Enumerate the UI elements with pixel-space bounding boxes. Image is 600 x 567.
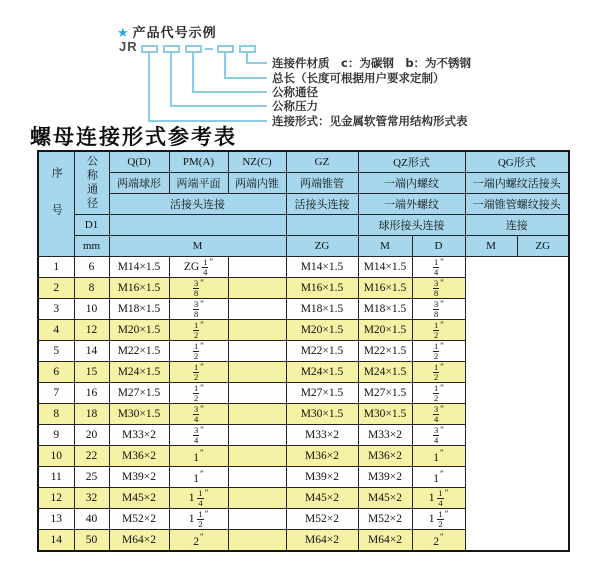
cell-qz_m (228, 278, 286, 299)
cell-m: M33×2 (109, 425, 169, 446)
cell-gz: ZG $\frac{1}{4}$ ″ (169, 257, 228, 278)
cell-qg_m: M27×1.5 (358, 383, 412, 404)
empty-cell (109, 215, 286, 236)
cell-qg_m: M20×1.5 (358, 320, 412, 341)
cell-qg_m: M18×1.5 (358, 299, 412, 320)
cell-qz_m (228, 446, 286, 467)
header-col-qz: QZ形式 (358, 151, 465, 173)
cell-dn: 50 (74, 530, 109, 552)
table-title: 螺母连接形式参考表 (30, 124, 237, 149)
header-seq: 序号 (38, 151, 74, 257)
header-mm: mm (74, 236, 109, 257)
cell-qz_d: M14×1.5 (286, 257, 358, 278)
cell-qz_d: M20×1.5 (286, 320, 358, 341)
cell-qz_m (228, 341, 286, 362)
cell-m: M45×2 (109, 488, 169, 509)
code-label-pressure: 公称压力 (272, 99, 318, 113)
cell-qz_d: M16×1.5 (286, 278, 358, 299)
header-unit-m1: M (109, 236, 286, 257)
cell-qg_m: M22×1.5 (358, 341, 412, 362)
cell-qz_d: M36×2 (286, 446, 358, 467)
cell-dn: 8 (74, 278, 109, 299)
cell-dn: 32 (74, 488, 109, 509)
cell-qz_m (228, 383, 286, 404)
code-label-connection: 连接形式：见金属软管常用结构形式表 (272, 114, 468, 128)
cell-gz: $\frac{3}{8}$ ″ (169, 299, 228, 320)
table-row (38, 404, 569, 425)
code-label-diameter: 公称通径 (272, 85, 318, 99)
cell-m: M64×2 (109, 530, 169, 552)
cell-gz: 1 $\frac{1}{4}$ ″ (169, 488, 228, 509)
cell-qz_d: M39×2 (286, 467, 358, 488)
header-unit-d2: D (412, 236, 465, 257)
cell-qg_m: M36×2 (358, 446, 412, 467)
code-dash (205, 48, 213, 50)
header-qz-sub: 一端内螺纹 (358, 173, 465, 194)
code-field-box-5 (239, 45, 256, 53)
header-gz-conn: 活接头连接 (286, 194, 358, 215)
cell-seq: 10 (38, 446, 74, 467)
table-row (38, 257, 569, 278)
cell-m: M27×1.5 (109, 383, 169, 404)
cell-qg_zg: $\frac{3}{4}$ ″ (412, 425, 465, 446)
cell-dn: 18 (74, 404, 109, 425)
table-row (38, 299, 569, 320)
cell-qz_m (228, 530, 286, 552)
cell-dn: 40 (74, 509, 109, 530)
cell-qg_zg: 1″ (412, 446, 465, 467)
cell-qg_zg: $\frac{1}{2}$ ″ (412, 383, 465, 404)
cell-seq: 2 (38, 278, 74, 299)
header-col-qg: QG形式 (465, 151, 569, 173)
cell-qz_d: M30×1.5 (286, 404, 358, 425)
cell-qz_m (228, 299, 286, 320)
header-d1: D1 (74, 215, 109, 236)
product-code-prefix: JR (119, 39, 138, 54)
table-body (38, 257, 569, 552)
cell-seq: 6 (38, 362, 74, 383)
cell-seq: 7 (38, 383, 74, 404)
cell-qz_d: M33×2 (286, 425, 358, 446)
header-gz-sub: 两端锥管 (286, 173, 358, 194)
cell-gz: 1″ (169, 446, 228, 467)
header-nzc-sub: 两端内锥 (228, 173, 286, 194)
cell-m: M52×2 (109, 509, 169, 530)
cell-qg_m: M52×2 (358, 509, 412, 530)
cell-qz_m (228, 467, 286, 488)
cell-m: M36×2 (109, 446, 169, 467)
header-qz-conn: 球形接头连接 (358, 215, 465, 236)
cell-qg_zg: $\frac{1}{2}$ ″ (412, 341, 465, 362)
cell-qg_m: M64×2 (358, 530, 412, 552)
cell-seq: 5 (38, 341, 74, 362)
nut-connection-table (37, 150, 570, 552)
cell-gz: $\frac{1}{2}$ ″ (169, 320, 228, 341)
cell-qz_m (228, 488, 286, 509)
code-field-box-1 (141, 45, 158, 53)
cell-qg_zg: $\frac{3}{8}$ ″ (412, 299, 465, 320)
code-label-length: 总长（长度可根据用户要求定制） (272, 71, 445, 85)
header-qg-conn: 连接 (465, 215, 569, 236)
empty-cell (286, 215, 358, 236)
header-col-gz: GZ (286, 151, 358, 173)
cell-qg_zg: $\frac{3}{8}$ ″ (412, 278, 465, 299)
cell-gz: $\frac{1}{2}$ ″ (169, 362, 228, 383)
cell-dn: 14 (74, 341, 109, 362)
table-row (38, 383, 569, 404)
cell-gz: 1 $\frac{1}{2}$ ″ (169, 509, 228, 530)
cell-qz_m (228, 320, 286, 341)
code-field-box-2 (163, 45, 180, 53)
cell-qz_m (228, 509, 286, 530)
header-col-qd: Q(D) (109, 151, 169, 173)
cell-m: M39×2 (109, 467, 169, 488)
cell-qg_zg: 1″ (412, 467, 465, 488)
cell-gz: 1″ (169, 467, 228, 488)
cell-qg_zg: 1 $\frac{1}{2}$ ″ (412, 509, 465, 530)
cell-qz_m (228, 362, 286, 383)
cell-qz_m (228, 425, 286, 446)
cell-qg_zg: $\frac{1}{4}$ ″ (412, 257, 465, 278)
cell-qg_zg: $\frac{3}{4}$ ″ (412, 404, 465, 425)
cell-seq: 8 (38, 404, 74, 425)
cell-seq: 14 (38, 530, 74, 552)
header-pma-sub: 两端平面 (169, 173, 228, 194)
header-unit-zg1: ZG (286, 236, 358, 257)
cell-dn: 20 (74, 425, 109, 446)
cell-qg_m: M39×2 (358, 467, 412, 488)
cell-m: M24×1.5 (109, 362, 169, 383)
cell-dn: 15 (74, 362, 109, 383)
cell-seq: 11 (38, 467, 74, 488)
cell-qz_d: M45×2 (286, 488, 358, 509)
table-row (38, 530, 569, 552)
table-row (38, 446, 569, 467)
cell-qz_d: M22×1.5 (286, 341, 358, 362)
cell-qz_d: M52×2 (286, 509, 358, 530)
cell-qz_m (228, 257, 286, 278)
table-row (38, 425, 569, 446)
cell-qg_zg: 2″ (412, 530, 465, 552)
cell-m: M16×1.5 (109, 278, 169, 299)
table-row (38, 278, 569, 299)
table-row (38, 362, 569, 383)
header-qd-sub: 两端球形 (109, 173, 169, 194)
cell-gz: $\frac{3}{8}$ ″ (169, 278, 228, 299)
cell-qg_zg: $\frac{1}{2}$ ″ (412, 362, 465, 383)
cell-qg_zg: $\frac{1}{2}$ ″ (412, 320, 465, 341)
header-qg-sub2: 一端锥管螺纹接头 (465, 194, 569, 215)
table-header (38, 151, 569, 257)
cell-dn: 12 (74, 320, 109, 341)
header-left-conn: 活接头连接 (109, 194, 286, 215)
code-field-box-3 (185, 45, 202, 53)
cell-gz: $\frac{3}{4}$ ″ (169, 425, 228, 446)
cell-gz: $\frac{3}{4}$ ″ (169, 404, 228, 425)
cell-dn: 6 (74, 257, 109, 278)
code-label-material: 连接件材质 c：为碳钢 b：为不锈钢 (272, 56, 472, 70)
cell-qg_m: M30×1.5 (358, 404, 412, 425)
cell-qz_d: M18×1.5 (286, 299, 358, 320)
cell-dn: 22 (74, 446, 109, 467)
cell-qg_m: M14×1.5 (358, 257, 412, 278)
table-row (38, 320, 569, 341)
cell-seq: 1 (38, 257, 74, 278)
cell-seq: 4 (38, 320, 74, 341)
cell-qz_d: M27×1.5 (286, 383, 358, 404)
cell-m: M30×1.5 (109, 404, 169, 425)
table-row (38, 341, 569, 362)
cell-gz: $\frac{1}{2}$ ″ (169, 383, 228, 404)
cell-m: M18×1.5 (109, 299, 169, 320)
star-icon: ★ (117, 26, 130, 41)
cell-qg_m: M33×2 (358, 425, 412, 446)
cell-qz_m (228, 404, 286, 425)
cell-seq: 12 (38, 488, 74, 509)
table-row (38, 488, 569, 509)
cell-dn: 16 (74, 383, 109, 404)
cell-gz: $\frac{1}{2}$ ″ (169, 341, 228, 362)
cell-seq: 3 (38, 299, 74, 320)
header-qg-sub: 一端内螺纹活接头 (465, 173, 569, 194)
cell-qg_m: M16×1.5 (358, 278, 412, 299)
cell-qz_d: M64×2 (286, 530, 358, 552)
cell-qz_d: M24×1.5 (286, 362, 358, 383)
cell-qg_m: M24×1.5 (358, 362, 412, 383)
cell-dn: 25 (74, 467, 109, 488)
header-col-pma: PM(A) (169, 151, 228, 173)
product-code-heading-text: 产品代号示例 (132, 26, 217, 41)
table-row (38, 467, 569, 488)
cell-m: M14×1.5 (109, 257, 169, 278)
header-unit-zg3: ZG (517, 236, 569, 257)
header-unit-m2: M (358, 236, 412, 257)
table-row (38, 509, 569, 530)
cell-qg_zg: 1 $\frac{1}{4}$ ″ (412, 488, 465, 509)
cell-dn: 10 (74, 299, 109, 320)
code-field-box-4 (217, 45, 234, 53)
cell-seq: 13 (38, 509, 74, 530)
header-col-nzc: NZ(C) (228, 151, 286, 173)
header-qz-sub2: 一端外螺纹 (358, 194, 465, 215)
cell-qg_m: M45×2 (358, 488, 412, 509)
header-dn: 公称通径 (74, 151, 109, 215)
header-unit-m3: M (465, 236, 517, 257)
cell-gz: 2″ (169, 530, 228, 552)
cell-m: M20×1.5 (109, 320, 169, 341)
cell-m: M22×1.5 (109, 341, 169, 362)
cell-seq: 9 (38, 425, 74, 446)
